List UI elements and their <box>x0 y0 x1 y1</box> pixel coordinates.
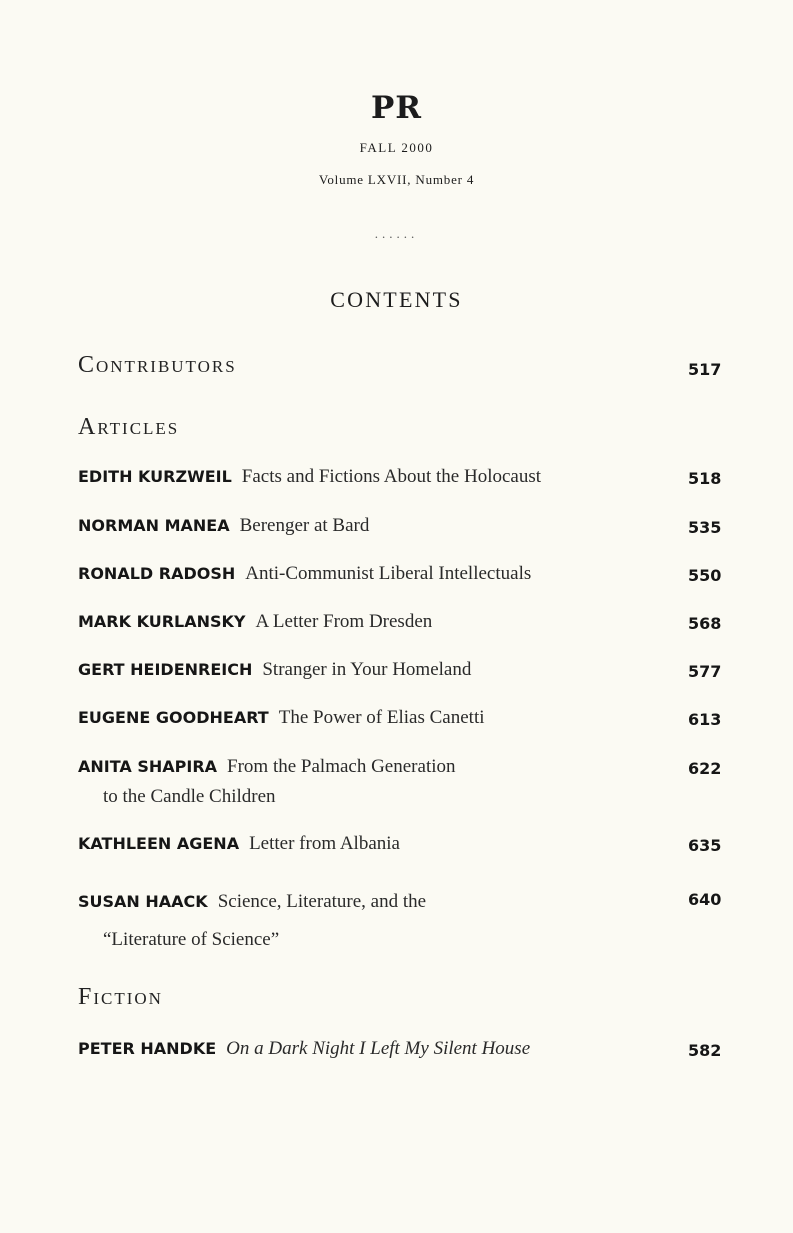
entry-title: Letter from Albania <box>249 833 400 854</box>
entry-author: PETER HANDKE <box>78 1039 217 1058</box>
toc-entry[interactable] <box>78 559 678 589</box>
entry-page: 622 <box>688 759 722 778</box>
section-fiction: Fiction <box>78 984 163 1010</box>
issue-season: FALL 2000 <box>359 140 434 155</box>
toc-entry[interactable] <box>78 703 678 733</box>
entry-title: A Letter From Dresden <box>255 611 433 632</box>
entry-title: Berenger at Bard <box>239 515 370 536</box>
toc-entry[interactable] <box>78 752 678 812</box>
toc-entry[interactable] <box>78 1034 678 1064</box>
entry-author: EDITH KURZWEIL <box>78 467 232 486</box>
entry-author: NORMAN MANEA <box>78 516 230 535</box>
entry-page: 582 <box>688 1041 722 1060</box>
entry-author: GERT HEIDENREICH <box>78 660 253 679</box>
entry-title-continued: “Literature of Science” <box>103 929 280 950</box>
entry-title: Science, Literature, and the <box>217 891 427 912</box>
ornament-dots: ...... <box>374 226 419 241</box>
entry-title: From the Palmach Generation <box>227 756 456 777</box>
entry-page: 568 <box>688 614 722 633</box>
toc-entry[interactable] <box>78 607 678 637</box>
issue-volume: Volume LXVII, Number 4 <box>318 172 475 187</box>
entry-page: 640 <box>688 890 722 909</box>
entry-page: 577 <box>688 662 722 681</box>
toc-entry[interactable] <box>78 462 678 492</box>
toc-entry[interactable] <box>78 829 678 859</box>
entry-author: RONALD RADOSH <box>78 564 236 583</box>
entry-page: 613 <box>688 710 722 729</box>
entry-author: MARK KURLANSKY <box>78 612 246 631</box>
journal-logo: PR <box>370 90 423 126</box>
entry-page: 518 <box>688 469 722 488</box>
entry-title: On a Dark Night I Left My Silent House <box>226 1038 531 1059</box>
toc-entry[interactable] <box>78 511 678 541</box>
entry-author: SUSAN HAACK <box>78 892 208 911</box>
entry-author: EUGENE GOODHEART <box>78 708 269 727</box>
section-articles: Articles <box>78 414 180 440</box>
entry-page: 635 <box>688 836 722 855</box>
entry-title-continued: to the Candle Children <box>103 786 276 807</box>
contents-heading: CONTENTS <box>330 287 463 312</box>
entry-page: 550 <box>688 566 722 585</box>
toc-entry[interactable] <box>78 883 678 959</box>
entry-title: The Power of Elias Canetti <box>278 707 485 728</box>
contributors-page: 517 <box>688 360 722 379</box>
entry-title: Facts and Fictions About the Holocaust <box>241 466 542 487</box>
section-contributors: Contributors <box>78 352 237 378</box>
entry-title: Stranger in Your Homeland <box>262 659 472 680</box>
entry-title: Anti-Communist Liberal Intellectuals <box>245 563 532 584</box>
toc-entry[interactable] <box>78 655 678 685</box>
entry-page: 535 <box>688 518 722 537</box>
entry-author: ANITA SHAPIRA <box>78 757 218 776</box>
entry-author: KATHLEEN AGENA <box>78 834 240 853</box>
